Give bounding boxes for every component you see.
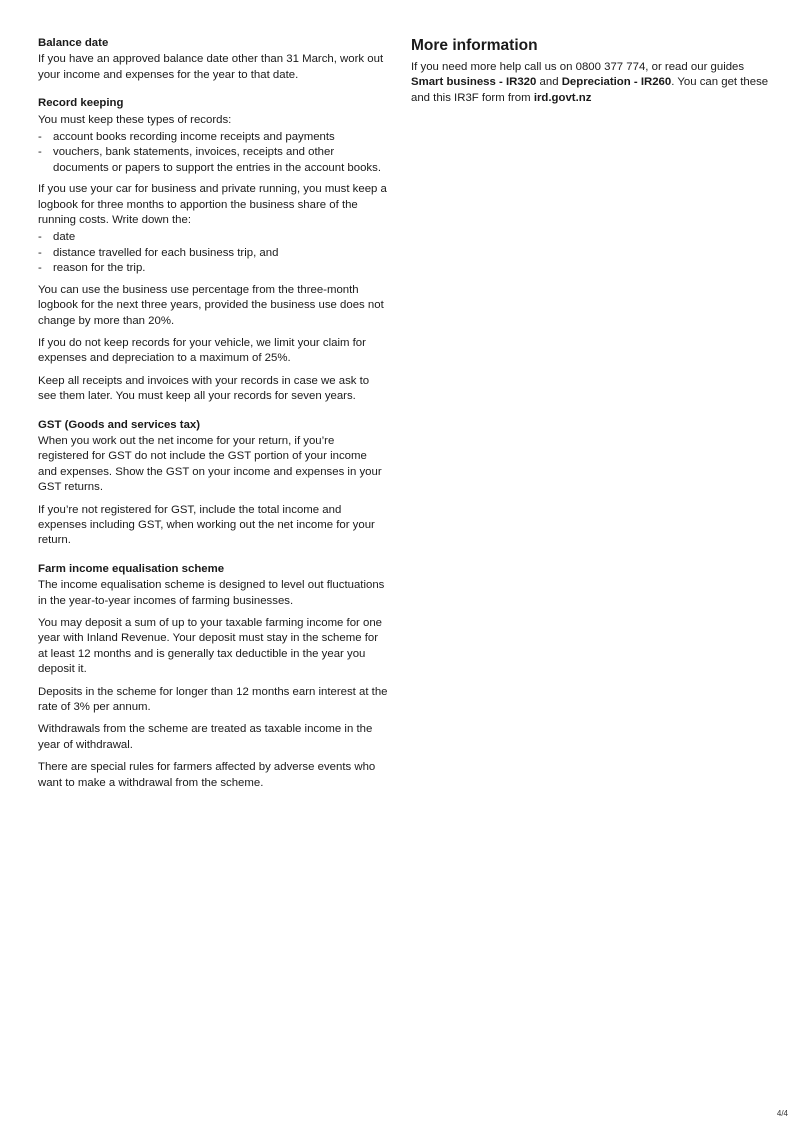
record-keeping-heading: Record keeping	[38, 97, 124, 110]
gst-registered-text: When you work out the net income for your return, if you’re registered for GST do not include the GST portion of your income and expenses. Show the GST on your income and expenses in your GST returns.	[38, 434, 382, 494]
farm-equalisation-section	[38, 562, 388, 791]
page-number: 4/4	[776, 1109, 788, 1118]
right-column	[411, 36, 771, 113]
logbook-details-list	[38, 230, 388, 276]
ird-website-ref: ird.govt.nz	[533, 91, 592, 104]
more-info-text-b: and	[536, 76, 562, 89]
balance-date-heading: Balance date	[38, 37, 109, 49]
vehicle-limit-text: If you do not keep records for your vehicle, we limit your claim for expenses and depreciation to a maximum of 25%.	[38, 336, 366, 365]
farm-text-2: You may deposit a sum of up to your taxable farming income for one year with Inland Revenue. Your deposit must stay in the scheme for at least 12 months and is generally tax deductible in the year you deposit it.	[38, 617, 383, 676]
farm-text-4: Withdrawals from the scheme are treated as taxable income in the year of withdrawal.	[38, 723, 373, 751]
gst-not-registered-text: If you’re not registered for GST, include the total income and expenses including GST, when working out the net income for your return.	[38, 503, 375, 547]
list-item: - distance travelled for each business trip, and	[38, 246, 388, 261]
more-information-heading: More information	[411, 37, 538, 54]
list-item: - date	[38, 230, 388, 245]
gst-section	[38, 418, 388, 549]
smart-business-guide-ref: Smart business - IR320	[411, 76, 537, 89]
record-types-list	[38, 130, 388, 176]
farm-text-5: There are special rules for farmers affected by adverse events who want to make a withdrawal from the scheme.	[38, 761, 376, 789]
list-item: - reason for the trip.	[38, 261, 388, 276]
gst-heading: GST (Goods and services tax)	[38, 418, 201, 431]
balance-date-section	[38, 36, 388, 83]
more-info-text-c: . You can get these and this IR3F form from	[411, 76, 769, 104]
business-use-percentage-text: You can use the business use percentage from the three-month logbook for the next three years, provided the business use does not change by more than 20%.	[38, 283, 384, 327]
list-item: - vouchers, bank statements, invoices, receipts and other documents or papers to support the entries in the account books.	[38, 145, 388, 176]
list-item: - account books recording income receipts and payments	[38, 130, 388, 145]
depreciation-guide-ref: Depreciation - IR260	[561, 76, 672, 89]
record-keeping-section	[38, 96, 388, 404]
farm-text-1: The income equalisation scheme is designed to level out fluctuations in the year-to-year incomes of farming businesses.	[38, 579, 385, 607]
keep-records-text: Keep all receipts and invoices with your records in case we ask to see them later. You must keep all your records for seven years.	[38, 374, 370, 403]
car-logbook-text: If you use your car for business and private running, you must keep a logbook for three months to apportion the business share of the running costs. Write down the:	[38, 183, 387, 227]
left-column	[38, 36, 388, 804]
farm-equalisation-heading: Farm income equalisation scheme	[38, 562, 225, 575]
record-keeping-intro: You must keep these types of records:	[38, 113, 232, 126]
more-info-text-a: If you need more help call us on 0800 377 774, or read our guides	[411, 61, 745, 73]
more-information-text	[411, 60, 771, 106]
balance-date-text: If you have an approved balance date other than 31 March, work out your income and expenses for the year to that date.	[38, 53, 384, 81]
farm-text-3: Deposits in the scheme for longer than 12 months earn interest at the rate of 3% per annum.	[38, 685, 388, 714]
